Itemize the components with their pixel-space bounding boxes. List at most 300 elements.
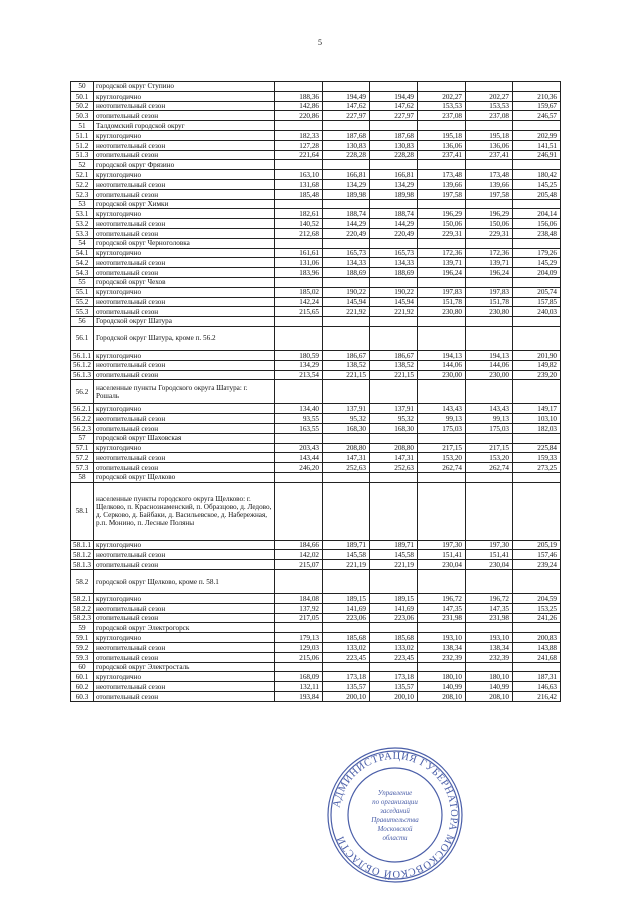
row-number: 59.2 <box>71 643 94 653</box>
season-label: круглогодично <box>94 170 275 180</box>
tariff-value: 189,15 <box>370 594 418 604</box>
table-row <box>71 268 561 278</box>
tariff-value <box>370 482 418 540</box>
section-title: городской округ Электрогорск <box>94 623 275 633</box>
tariff-value: 197,83 <box>466 287 513 297</box>
tariff-value: 205,48 <box>513 189 561 199</box>
tariff-value <box>466 482 513 540</box>
tariff-value <box>418 160 466 170</box>
table-row <box>71 170 561 180</box>
tariff-value: 184,66 <box>275 540 323 550</box>
tariff-value: 196,29 <box>418 209 466 219</box>
tariff-value: 238,48 <box>513 228 561 238</box>
tariff-value: 143,88 <box>513 643 561 653</box>
tariff-value: 139,66 <box>466 179 513 189</box>
tariff-value: 144,06 <box>418 360 466 370</box>
tariff-value <box>466 662 513 672</box>
tariff-value: 137,91 <box>323 404 370 414</box>
tariff-value: 217,15 <box>418 443 466 453</box>
tariff-value <box>323 380 370 404</box>
tariff-value: 208,80 <box>370 443 418 453</box>
season-label: круглогодично <box>94 540 275 550</box>
row-number: 58.1.2 <box>71 550 94 560</box>
tariff-value: 227,97 <box>370 111 418 121</box>
season-label: отопительный сезон <box>94 111 275 121</box>
row-number: 51 <box>71 121 94 131</box>
tariff-value <box>323 199 370 209</box>
season-label: круглогодично <box>94 130 275 140</box>
tariff-value: 195,18 <box>466 130 513 140</box>
table-row <box>71 248 561 258</box>
row-number: 60.1 <box>71 672 94 682</box>
tariff-value <box>513 472 561 482</box>
row-number: 60.2 <box>71 682 94 692</box>
table-section-row <box>71 380 561 404</box>
tariff-value: 217,05 <box>275 613 323 623</box>
tariff-value: 229,31 <box>466 228 513 238</box>
tariff-value <box>466 380 513 404</box>
tariff-value: 180,10 <box>418 672 466 682</box>
tariff-value: 252,63 <box>370 463 418 473</box>
tariff-value: 140,99 <box>418 682 466 692</box>
tariff-value: 221,15 <box>323 370 370 380</box>
table-row <box>71 209 561 219</box>
tariff-value: 151,78 <box>466 297 513 307</box>
tariff-value: 153,53 <box>466 101 513 111</box>
row-number: 52.2 <box>71 179 94 189</box>
tariff-value: 190,22 <box>370 287 418 297</box>
tariff-value: 230,80 <box>418 307 466 317</box>
row-number: 52 <box>71 160 94 170</box>
section-title: населенные пункты городского округа Щелково: г. Щелково, п. Краснознаменский, п. Образцово, д. Ледово, д. Серково, д. Байбаки, д. Васильевское, д. Набережная, р.п. Монино, п. Лесные Поляны <box>94 482 275 540</box>
row-number: 56.2 <box>71 380 94 404</box>
tariff-value: 221,19 <box>370 560 418 570</box>
tariff-value <box>275 623 323 633</box>
tariff-value <box>513 121 561 131</box>
tariff-value: 159,33 <box>513 453 561 463</box>
tariff-value <box>513 326 561 350</box>
table-row <box>71 370 561 380</box>
table-row <box>71 643 561 653</box>
tariff-value <box>275 317 323 327</box>
tariff-value: 194,49 <box>370 91 418 101</box>
tariff-value: 237,08 <box>418 111 466 121</box>
tariff-value: 239,24 <box>513 560 561 570</box>
tariff-value: 184,08 <box>275 594 323 604</box>
row-number: 57.3 <box>71 463 94 473</box>
tariff-value: 95,32 <box>323 414 370 424</box>
tariff-value <box>418 238 466 248</box>
tariff-value: 194,13 <box>466 350 513 360</box>
tariff-value: 197,30 <box>466 540 513 550</box>
tariff-value <box>466 199 513 209</box>
table-section-row <box>71 199 561 209</box>
tariff-value: 180,42 <box>513 170 561 180</box>
tariff-value: 212,68 <box>275 228 323 238</box>
tariff-value: 168,30 <box>323 423 370 433</box>
tariff-value: 153,25 <box>513 603 561 613</box>
tariff-value: 180,59 <box>275 350 323 360</box>
row-number: 53.2 <box>71 219 94 229</box>
table-row <box>71 360 561 370</box>
tariff-value <box>466 326 513 350</box>
tariff-value: 145,94 <box>323 297 370 307</box>
row-number: 52.3 <box>71 189 94 199</box>
tariff-value: 134,29 <box>370 179 418 189</box>
tariff-value: 139,66 <box>418 179 466 189</box>
table-row <box>71 111 561 121</box>
tariff-value <box>418 317 466 327</box>
tariff-value: 190,22 <box>323 287 370 297</box>
tariff-value: 221,64 <box>275 150 323 160</box>
tariff-value: 230,04 <box>466 560 513 570</box>
table-row <box>71 692 561 702</box>
tariff-value: 204,59 <box>513 594 561 604</box>
tariff-value: 142,86 <box>275 101 323 111</box>
tariff-value <box>513 199 561 209</box>
tariff-value <box>370 472 418 482</box>
tariff-value: 182,33 <box>275 130 323 140</box>
tariff-value: 135,57 <box>370 682 418 692</box>
row-number: 56.2.2 <box>71 414 94 424</box>
season-label: отопительный сезон <box>94 150 275 160</box>
tariff-value <box>466 160 513 170</box>
table-row <box>71 101 561 111</box>
table-row <box>71 633 561 643</box>
table-row <box>71 91 561 101</box>
section-title: Городской округ Шатура, кроме п. 56.2 <box>94 326 275 350</box>
tariff-value: 134,40 <box>275 404 323 414</box>
tariff-value: 197,58 <box>418 189 466 199</box>
tariff-value: 231,98 <box>418 613 466 623</box>
row-number: 55.3 <box>71 307 94 317</box>
tariff-value: 196,72 <box>418 594 466 604</box>
tariff-value: 149,82 <box>513 360 561 370</box>
tariff-value: 232,39 <box>466 652 513 662</box>
tariff-value: 228,28 <box>370 150 418 160</box>
tariff-value: 197,83 <box>418 287 466 297</box>
tariff-value: 246,20 <box>275 463 323 473</box>
tariff-value <box>418 380 466 404</box>
season-label: круглогодично <box>94 594 275 604</box>
row-number: 50.1 <box>71 91 94 101</box>
tariff-value: 223,06 <box>323 613 370 623</box>
row-number: 56.1.3 <box>71 370 94 380</box>
section-title: городской округ Щелково <box>94 472 275 482</box>
stamp-inner-line: Управление <box>377 789 413 797</box>
tariff-value <box>513 570 561 594</box>
stamp-inner-line: области <box>382 834 408 842</box>
table-section-row <box>71 82 561 92</box>
tariff-value: 208,80 <box>323 443 370 453</box>
row-number: 57.1 <box>71 443 94 453</box>
table-row <box>71 613 561 623</box>
tariff-value: 175,03 <box>418 423 466 433</box>
table-body <box>71 82 561 702</box>
season-label: круглогодично <box>94 633 275 643</box>
season-label: неотопительный сезон <box>94 101 275 111</box>
tariff-value: 147,62 <box>370 101 418 111</box>
tariff-value: 216,42 <box>513 692 561 702</box>
row-number: 57 <box>71 433 94 443</box>
tariff-value: 200,83 <box>513 633 561 643</box>
row-number: 54.2 <box>71 258 94 268</box>
tariff-value: 185,68 <box>370 633 418 643</box>
tariff-value: 134,29 <box>323 179 370 189</box>
section-title: городской округ Фрязино <box>94 160 275 170</box>
tariff-value: 144,29 <box>323 219 370 229</box>
tariff-value <box>275 82 323 92</box>
tariff-value: 230,80 <box>466 307 513 317</box>
table-row <box>71 550 561 560</box>
tariff-value: 103,10 <box>513 414 561 424</box>
tariff-value <box>323 238 370 248</box>
tariff-value: 149,17 <box>513 404 561 414</box>
section-title: городской округ Черноголовка <box>94 238 275 248</box>
stamp-inner-line: по организации <box>372 798 418 806</box>
tariff-value <box>323 662 370 672</box>
tariff-value <box>323 623 370 633</box>
section-title: Городской округ Шатура <box>94 317 275 327</box>
tariff-value <box>275 482 323 540</box>
tariff-value: 138,34 <box>418 643 466 653</box>
tariff-value <box>418 82 466 92</box>
tariff-value: 197,30 <box>418 540 466 550</box>
tariff-value: 129,03 <box>275 643 323 653</box>
tariff-value: 133,02 <box>370 643 418 653</box>
tariff-value: 182,61 <box>275 209 323 219</box>
tariff-value: 139,71 <box>466 258 513 268</box>
row-number: 53 <box>71 199 94 209</box>
row-number: 59.3 <box>71 652 94 662</box>
table-row <box>71 423 561 433</box>
tariff-value: 203,43 <box>275 443 323 453</box>
tariff-value <box>418 570 466 594</box>
tariff-value: 194,13 <box>418 350 466 360</box>
tariff-value: 173,48 <box>466 170 513 180</box>
table-row <box>71 404 561 414</box>
table-row <box>71 672 561 682</box>
tariff-value: 185,68 <box>323 633 370 643</box>
table-row <box>71 297 561 307</box>
tariff-value: 132,11 <box>275 682 323 692</box>
tariff-value: 153,53 <box>418 101 466 111</box>
tariff-value: 205,74 <box>513 287 561 297</box>
section-title: городской округ Электросталь <box>94 662 275 672</box>
tariff-value <box>513 662 561 672</box>
tariff-value: 205,19 <box>513 540 561 550</box>
table-row <box>71 414 561 424</box>
tariff-value: 223,45 <box>370 652 418 662</box>
row-number: 58 <box>71 472 94 482</box>
tariff-value: 133,02 <box>323 643 370 653</box>
tariff-value: 196,24 <box>466 268 513 278</box>
tariff-value: 137,92 <box>275 603 323 613</box>
tariff-value: 204,14 <box>513 209 561 219</box>
tariff-value: 180,10 <box>466 672 513 682</box>
tariff-value <box>370 433 418 443</box>
season-label: отопительный сезон <box>94 652 275 662</box>
tariff-value <box>323 277 370 287</box>
tariff-value: 134,33 <box>323 258 370 268</box>
tariff-value: 127,28 <box>275 140 323 150</box>
tariff-value: 220,49 <box>323 228 370 238</box>
row-number: 54 <box>71 238 94 248</box>
tariff-value <box>418 199 466 209</box>
tariff-value: 173,48 <box>418 170 466 180</box>
row-number: 58.2 <box>71 570 94 594</box>
tariff-value: 134,29 <box>275 360 323 370</box>
tariff-value <box>370 160 418 170</box>
tariff-value <box>370 326 418 350</box>
row-number: 53.3 <box>71 228 94 238</box>
tariff-value: 189,98 <box>323 189 370 199</box>
section-title: Талдомский городской округ <box>94 121 275 131</box>
tariff-value: 252,63 <box>323 463 370 473</box>
row-number: 53.1 <box>71 209 94 219</box>
tariff-value: 237,41 <box>418 150 466 160</box>
table-row <box>71 682 561 692</box>
row-number: 55.1 <box>71 287 94 297</box>
tariff-value: 230,04 <box>418 560 466 570</box>
tariff-value: 159,67 <box>513 101 561 111</box>
tariff-value <box>323 482 370 540</box>
table-row <box>71 228 561 238</box>
season-label: неотопительный сезон <box>94 603 275 613</box>
season-label: отопительный сезон <box>94 268 275 278</box>
table-row <box>71 219 561 229</box>
tariff-value: 221,92 <box>323 307 370 317</box>
tariff-value <box>275 277 323 287</box>
tariff-value: 201,90 <box>513 350 561 360</box>
tariff-value <box>513 238 561 248</box>
table-row <box>71 603 561 613</box>
tariff-value: 187,68 <box>370 130 418 140</box>
tariff-value: 146,63 <box>513 682 561 692</box>
table-row <box>71 453 561 463</box>
tariff-value: 137,91 <box>370 404 418 414</box>
tariff-value: 246,57 <box>513 111 561 121</box>
season-label: неотопительный сезон <box>94 258 275 268</box>
row-number: 56.1.2 <box>71 360 94 370</box>
tariff-value: 168,09 <box>275 672 323 682</box>
tariff-value: 135,57 <box>323 682 370 692</box>
tariff-value <box>275 662 323 672</box>
tariff-value: 262,74 <box>466 463 513 473</box>
row-number: 58.1 <box>71 482 94 540</box>
tariff-value: 215,65 <box>275 307 323 317</box>
season-label: круглогодично <box>94 248 275 258</box>
tariff-value: 166,81 <box>370 170 418 180</box>
tariff-value: 187,68 <box>323 130 370 140</box>
row-number: 58.1.1 <box>71 540 94 550</box>
tariff-value: 208,10 <box>418 692 466 702</box>
tariff-value: 130,83 <box>323 140 370 150</box>
section-title: населенные пункты Городского округа Шатура: г. Рошаль <box>94 380 275 404</box>
row-number: 58.2.1 <box>71 594 94 604</box>
row-number: 56.1 <box>71 326 94 350</box>
tariff-value: 202,27 <box>418 91 466 101</box>
season-label: неотопительный сезон <box>94 453 275 463</box>
tariff-value: 262,74 <box>418 463 466 473</box>
row-number: 56.1.1 <box>71 350 94 360</box>
tariff-value <box>466 623 513 633</box>
row-number: 56.2.1 <box>71 404 94 414</box>
tariff-value: 204,09 <box>513 268 561 278</box>
tariff-value: 221,15 <box>370 370 418 380</box>
tariff-value <box>418 326 466 350</box>
tariff-value: 223,06 <box>370 613 418 623</box>
tariff-value: 185,48 <box>275 189 323 199</box>
season-label: неотопительный сезон <box>94 682 275 692</box>
tariff-value: 165,73 <box>323 248 370 258</box>
row-number: 55 <box>71 277 94 287</box>
table-section-row <box>71 238 561 248</box>
section-title: городской округ Ступино <box>94 82 275 92</box>
tariff-value: 150,06 <box>466 219 513 229</box>
tariff-value: 99,13 <box>466 414 513 424</box>
tariff-value: 189,98 <box>370 189 418 199</box>
tariff-value <box>418 121 466 131</box>
tariff-value: 147,62 <box>323 101 370 111</box>
table-row <box>71 287 561 297</box>
tariff-value: 145,58 <box>323 550 370 560</box>
tariff-value: 202,99 <box>513 130 561 140</box>
table-row <box>71 540 561 550</box>
row-number: 56 <box>71 317 94 327</box>
tariff-value: 145,94 <box>370 297 418 307</box>
tariff-value <box>370 121 418 131</box>
row-number: 58.2.2 <box>71 603 94 613</box>
tariff-value: 136,06 <box>418 140 466 150</box>
section-title: городской округ Чехов <box>94 277 275 287</box>
row-number: 57.2 <box>71 453 94 463</box>
tariff-value: 202,27 <box>466 91 513 101</box>
season-label: неотопительный сезон <box>94 140 275 150</box>
tariff-value: 145,25 <box>513 179 561 189</box>
row-number: 51.1 <box>71 130 94 140</box>
table-section-row <box>71 662 561 672</box>
tariff-value <box>275 433 323 443</box>
season-label: отопительный сезон <box>94 613 275 623</box>
tariff-value: 147,35 <box>466 603 513 613</box>
tariff-value: 144,06 <box>466 360 513 370</box>
tariff-value <box>323 317 370 327</box>
tariff-value: 217,15 <box>466 443 513 453</box>
table-section-row <box>71 326 561 350</box>
tariff-value: 143,43 <box>418 404 466 414</box>
season-label: круглогодично <box>94 404 275 414</box>
season-label: круглогодично <box>94 209 275 219</box>
season-label: круглогодично <box>94 443 275 453</box>
tariff-value <box>275 160 323 170</box>
tariff-value <box>513 380 561 404</box>
season-label: неотопительный сезон <box>94 297 275 307</box>
tariff-value: 189,71 <box>323 540 370 550</box>
page-number: 5 <box>318 38 322 47</box>
tariff-value <box>466 317 513 327</box>
tariff-value: 213,54 <box>275 370 323 380</box>
table-row <box>71 350 561 360</box>
tariff-value: 134,33 <box>370 258 418 268</box>
tariff-value <box>466 570 513 594</box>
table-row <box>71 140 561 150</box>
section-title: городской округ Шаховская <box>94 433 275 443</box>
tariff-value: 197,58 <box>466 189 513 199</box>
tariff-value: 141,51 <box>513 140 561 150</box>
tariff-value: 142,24 <box>275 297 323 307</box>
stamp-outer-text: АДМИНИСТРАЦИЯ ГУБЕРНАТОРА МОСКОВСКОЙ ОБЛАСТИ <box>331 750 460 880</box>
